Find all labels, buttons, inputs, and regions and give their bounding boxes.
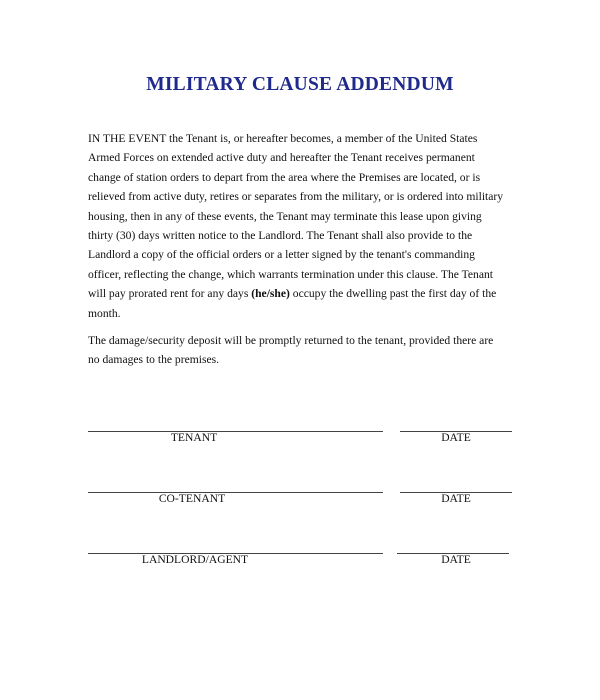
text-line: housing, then in any of these events, the Tenant may terminate this lease upon giving <box>88 209 482 223</box>
landlord-date-label: DATE <box>441 553 471 566</box>
text-line: relieved from active duty, retires or separates from the military, or is ordered into military <box>88 190 504 204</box>
document-title: MILITARY CLAUSE ADDENDUM <box>146 74 454 95</box>
text-line: officer, reflecting the change, which warrants termination under this clause. The Tenant <box>88 267 493 281</box>
tenant-date-label: DATE <box>441 431 471 444</box>
text-line: no damages to the premises. <box>88 353 220 367</box>
text-segment: will pay prorated rent for any days <box>88 287 252 301</box>
co-tenant-date-label: DATE <box>441 492 471 505</box>
pronoun-bold: (he/she) <box>251 287 290 301</box>
text-line: The damage/security deposit will be promptly returned to the tenant, provided there are <box>88 334 494 347</box>
co-tenant-label: CO-TENANT <box>158 492 226 505</box>
text-line: IN THE EVENT the Tenant is, or hereafter becomes, a member of the United States <box>88 132 478 145</box>
text-line: Landlord a copy of the official orders or a letter signed by the tenant's commanding <box>88 248 475 262</box>
text-line: change of station orders to depart from the area where the Premises are located, or is <box>88 170 481 184</box>
text-line: month. <box>88 306 121 320</box>
landlord-agent-label: LANDLORD/AGENT <box>141 553 249 566</box>
military-clause-paragraph <box>88 129 528 323</box>
tenant-label: TENANT <box>170 431 218 444</box>
text-line <box>88 284 528 303</box>
text-line: Armed Forces on extended active duty and hereafter the Tenant receives permanent <box>88 151 475 165</box>
text-segment: occupy the dwelling past the first day of the <box>289 287 497 301</box>
text-line: thirty (30) days written notice to the Landlord. The Tenant shall also provide to the <box>88 229 473 243</box>
deposit-paragraph <box>88 331 528 370</box>
